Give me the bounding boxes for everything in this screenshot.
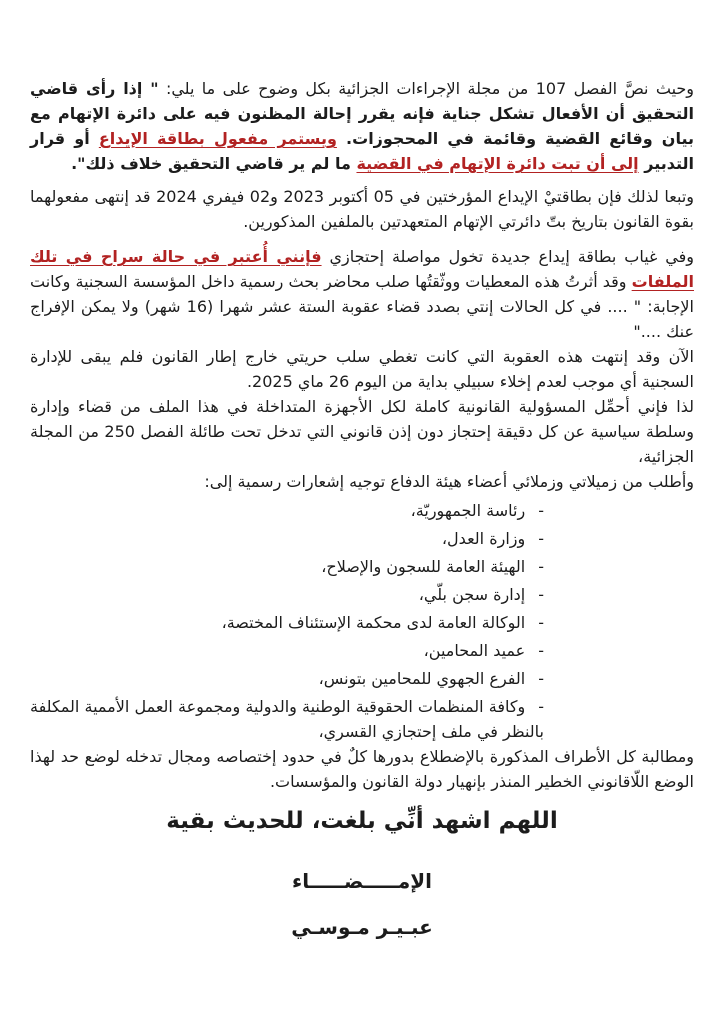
signature-name: عبـيـر مـوسـي (291, 915, 433, 939)
paragraph-cards-expired: وتبعا لذلك فإن بطاقتيْ الإيداع المؤرختين في 05 أكتوبر 2023 و02 فيفري 2024 قد إنتهى مفعولهما بقوة القانون بتاريخ بتّ دائرتي الإتهام المتعهدتين بالملفين المذكورين. (30, 187, 695, 231)
closing-statement: اللهم اشهد أنِّي بلغت، للحديث بقية (166, 808, 558, 834)
paragraph-release-claim (30, 244, 694, 344)
list-dash: - (538, 501, 544, 520)
list-item-text: الوكالة العامة لدى محكمة الإستئناف المختصة، (221, 613, 526, 632)
notification-recipients-list (30, 498, 694, 744)
list-dash: - (538, 557, 544, 576)
paragraph-demand-action: ومطالبة كل الأطراف المذكورة بالإضطلاع بدورها كلٌ في حدود إختصاصه ومجال تدخله لوضع حد لهذا الوضع اللّاقانوني الخطير المنذر بإنهيار دولة القانون والمؤسسات. (30, 747, 694, 791)
list-item (30, 582, 544, 607)
p3-red-highlight: فإنني أُعتبر في حالة سراح في تلك الملفات (30, 247, 694, 291)
list-item-text: وكافة المنظمات الحقوقية الوطنية والدولية ومجموعة العمل الأممية المكلفة بالنظر في ملف إحتجازي القسري، (30, 697, 544, 741)
p1-quote-bold-end: ما لم ير قاضي التحقيق خلاف ذلك". (71, 154, 357, 173)
list-item-text: الفرع الجهوي للمحامين بتونس، (318, 669, 526, 688)
list-dash: - (538, 697, 544, 716)
list-item-text: إدارة سجن بلّي، (418, 585, 526, 604)
list-item-text: وزارة العدل، (441, 529, 526, 548)
p1-quote-bold-middle: أو قرار التدبير (30, 129, 694, 173)
paragraph-responsibility: لذا فإني أحمِّل المسؤولية القانونية كاملة لكل الأجهزة المتداخلة في هذا الملف من قضاء وإدارة وسلطة سياسية عن كل دقيقة إحتجاز دون إذن قانوني التي تدخل تحت طائلة الفصل 250 من المجلة الجزائية، (30, 397, 694, 466)
list-dash: - (538, 641, 544, 660)
p1-red-highlight-1: ويستمر مفعول بطاقة الإيداع (98, 129, 337, 148)
list-item (30, 666, 544, 691)
p1-intro-text: وحيث نصَّ الفصل 107 من مجلة الإجراءات الجزائية بكل وضوح على ما يلي: (158, 79, 695, 98)
paragraph-article-107 (30, 76, 694, 176)
paragraph-sentence-ended: الآن وقد إنتهت هذه العقوبة التي كانت تغطي سلب حريتي خارج إطار القانون فلم يبقى للإدارة السجنية أي موجب لعدم إخلاء سبيلي بداية من اليوم 26 ماي 2025. (30, 347, 694, 391)
paragraph-request-notifications: وأطلب من زميلاتي وزملائي أعضاء هيئة الدفاع توجيه إشعارات رسمية إلى: (204, 472, 694, 491)
p1-quote-bold-text: " إذا رأى قاضي التحقيق أن الأفعال تشكل جناية فإنه يقرر إحالة المظنون فيه على دائرة الإتهام مع بيان وقائع القضية وقائمة في المحجوزات. (30, 79, 694, 148)
list-item (30, 526, 544, 551)
list-dash: - (538, 669, 544, 688)
list-item (30, 498, 544, 523)
p1-red-highlight-2: إلى أن تبت دائرة الإتهام في القضية (356, 154, 639, 173)
list-item (30, 554, 544, 579)
list-item-text: الهيئة العامة للسجون والإصلاح، (321, 557, 526, 576)
list-dash: - (538, 529, 544, 548)
list-item-text: عميد المحامين، (423, 641, 526, 660)
p3-followup-text: وقد أثرتُ هذه المعطيات ووثّقتُها صلب محاضر بحث رسمية داخل المؤسسة السجنية وكانت الإجابة: " .... في كل الحالات إنتي بصدد قضاء عقوبة الستة عشر شهرا (16 شهر) ولا يمكن الإفراج عنك ...." (30, 272, 694, 341)
p3-intro-text: وفي غياب بطاقة إيداع جديدة تخول مواصلة إحتجازي (321, 247, 694, 266)
list-item (30, 638, 544, 663)
list-item (30, 610, 544, 635)
list-item-text: رئاسة الجمهوريّة، (410, 501, 526, 520)
signature-label: الإمـــــضـــــاء (292, 869, 432, 893)
list-dash: - (538, 585, 544, 604)
list-item (30, 694, 544, 744)
list-dash: - (538, 613, 544, 632)
